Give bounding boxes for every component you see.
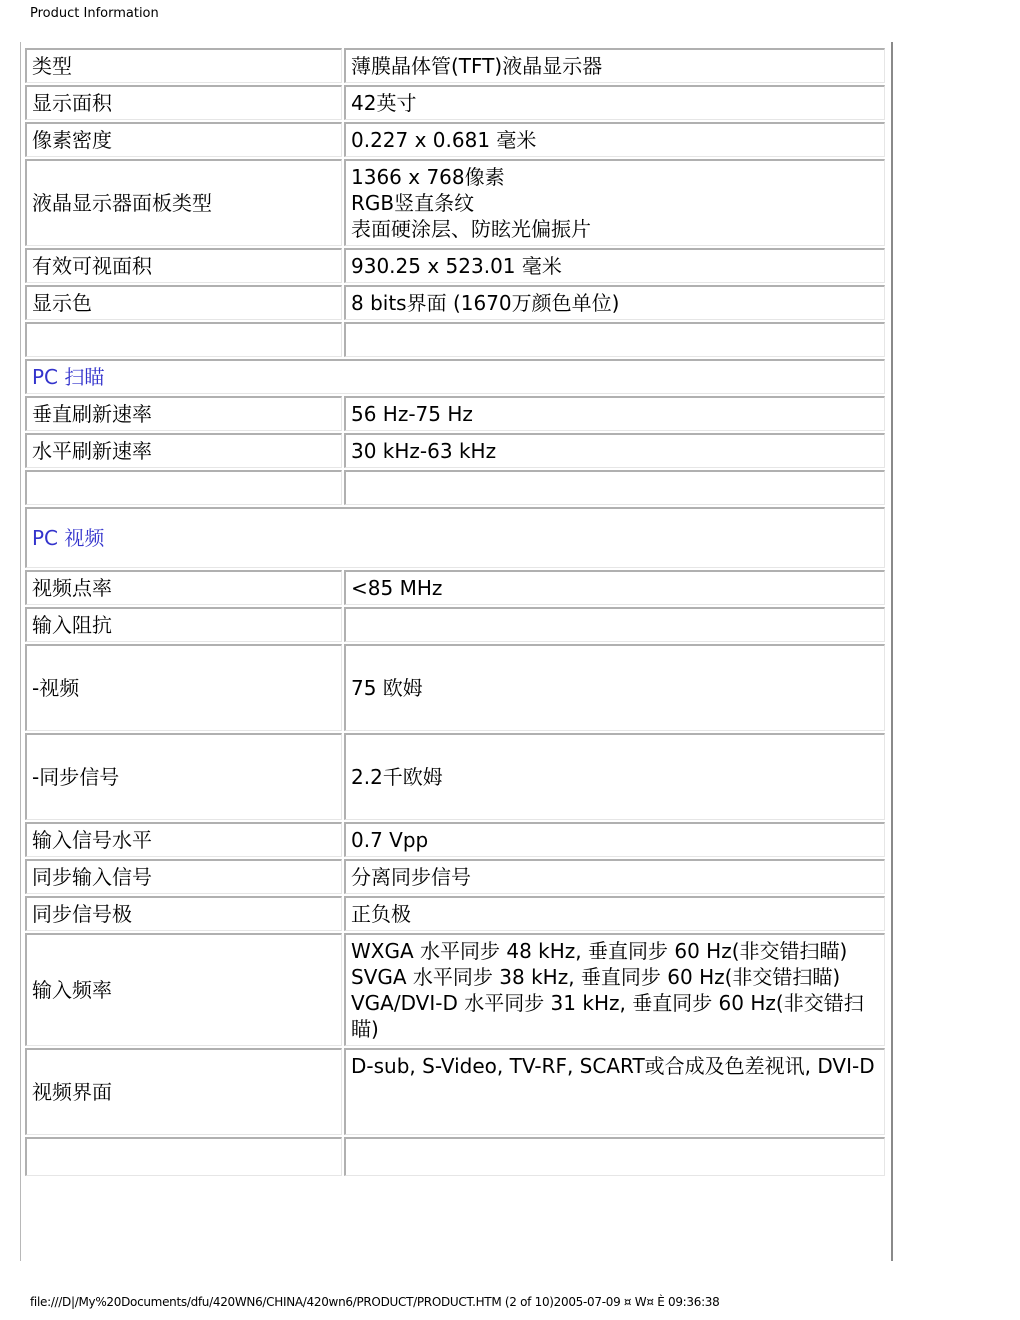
spec-sub-label: -视频 <box>25 644 342 731</box>
empty-cell <box>344 1137 885 1176</box>
table-row <box>25 159 885 246</box>
spec-value: 0.227 x 0.681 毫米 <box>344 122 885 157</box>
spec-sub-label: -同步信号 <box>25 733 342 820</box>
section-heading-pc-video: PC 视频 <box>25 507 885 568</box>
spec-label: 液晶显示器面板类型 <box>25 159 342 246</box>
empty-cell <box>25 322 342 357</box>
spec-value: 正负极 <box>344 896 885 931</box>
spec-value: 1366 x 768像素 RGB竖直条纹 表面硬涂层、防眩光偏振片 <box>344 159 885 246</box>
spec-label: 同步信号极 <box>25 896 342 931</box>
spec-value: 2.2千欧姆 <box>344 733 885 820</box>
spec-label: 水平刷新速率 <box>25 433 342 468</box>
spec-value: <85 MHz <box>344 570 885 605</box>
empty-row <box>25 470 885 505</box>
table-row <box>25 285 885 320</box>
table-row <box>25 607 885 642</box>
page-footer-path: file:///D|/My%20Documents/dfu/420WN6/CHINA/420wn6/PRODUCT/PRODUCT.HTM (2 of 10)2005-07-09 ¤ W¤ È 09:36:38 <box>30 1295 720 1309</box>
spec-value: 0.7 Vpp <box>344 822 885 857</box>
empty-cell <box>344 322 885 357</box>
spec-value: D-sub, S-Video, TV-RF, SCART或合成及色差视讯, DVI-D <box>344 1048 885 1135</box>
table-row <box>25 48 885 83</box>
spec-label: 同步输入信号 <box>25 859 342 894</box>
spec-label: 输入信号水平 <box>25 822 342 857</box>
spec-label: 视频点率 <box>25 570 342 605</box>
spec-value: 30 kHz-63 kHz <box>344 433 885 468</box>
table-row <box>25 733 885 820</box>
table-row <box>25 933 885 1046</box>
spec-label: 输入频率 <box>25 933 342 1046</box>
empty-cell <box>344 470 885 505</box>
table-row <box>25 433 885 468</box>
table-row <box>25 570 885 605</box>
spec-label: 显示色 <box>25 285 342 320</box>
spec-label: 视频界面 <box>25 1048 342 1135</box>
spec-label: 输入阻抗 <box>25 607 342 642</box>
empty-row <box>25 1137 885 1176</box>
spec-table <box>23 46 887 1178</box>
table-row <box>25 1048 885 1135</box>
table-row <box>25 644 885 731</box>
section-row <box>25 507 885 568</box>
spec-value: 分离同步信号 <box>344 859 885 894</box>
spec-value: WXGA 水平同步 48 kHz, 垂直同步 60 Hz(非交错扫瞄) SVGA 水平同步 38 kHz, 垂直同步 60 Hz(非交错扫瞄) VGA/DVI-D 水平同步 31 kHz, 垂直同步 60 Hz(非交错扫瞄) <box>344 933 885 1046</box>
spec-value: 930.25 x 523.01 毫米 <box>344 248 885 283</box>
spec-value: 75 欧姆 <box>344 644 885 731</box>
table-row <box>25 822 885 857</box>
spec-label: 垂直刷新速率 <box>25 396 342 431</box>
table-row <box>25 396 885 431</box>
empty-cell <box>25 1137 342 1176</box>
section-heading-pc-scan: PC 扫瞄 <box>25 359 885 394</box>
spec-value <box>344 607 885 642</box>
empty-cell <box>25 470 342 505</box>
spec-label: 显示面积 <box>25 85 342 120</box>
table-row <box>25 122 885 157</box>
table-row <box>25 85 885 120</box>
spec-value: 薄膜晶体管(TFT)液晶显示器 <box>344 48 885 83</box>
table-row <box>25 859 885 894</box>
section-row <box>25 359 885 394</box>
spec-label: 有效可视面积 <box>25 248 342 283</box>
spec-value: 8 bits界面 (1670万颜色单位) <box>344 285 885 320</box>
table-row <box>25 248 885 283</box>
spec-label: 类型 <box>25 48 342 83</box>
table-row <box>25 896 885 931</box>
empty-row <box>25 322 885 357</box>
spec-value: 56 Hz-75 Hz <box>344 396 885 431</box>
spec-label: 像素密度 <box>25 122 342 157</box>
spec-value: 42英寸 <box>344 85 885 120</box>
page-header: Product Information <box>30 6 159 21</box>
